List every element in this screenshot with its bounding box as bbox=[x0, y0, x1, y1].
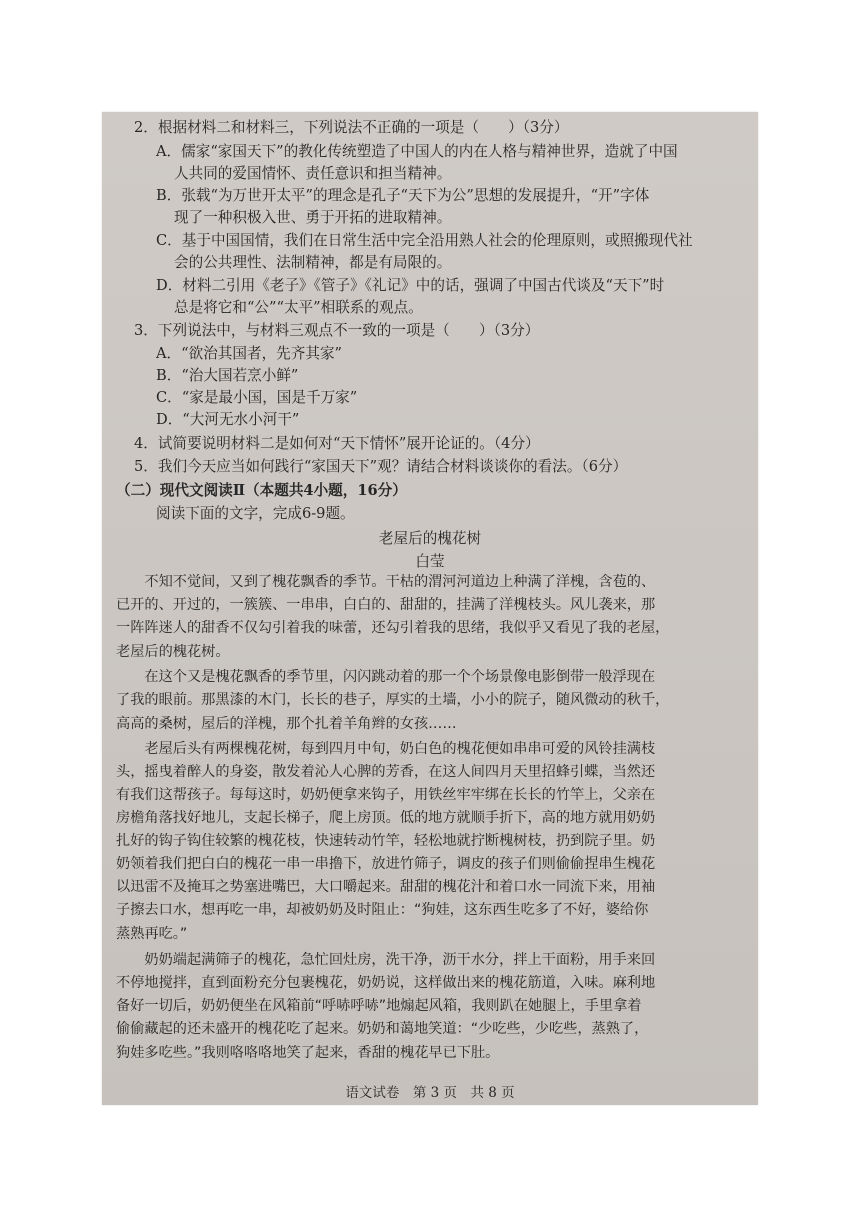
article-line: 老屋后的槐花树。 bbox=[116, 644, 230, 660]
article-line: 偷偷藏起的还未盛开的槐花吃了起来。奶奶和蔼地笑道：“少吃些，少吃些，蒸熟了， bbox=[116, 1021, 649, 1037]
article-line: 子擦去口水，想再吃一串，却被奶奶及时阻止：“狗娃，这东西生吃多了不好，婆给你 bbox=[116, 902, 649, 918]
q3-option-b: B．“治大国若烹小鲜” bbox=[156, 367, 299, 384]
question-2-stem: 2．根据材料二和材料三，下列说法不正确的一项是（ ）（3分） bbox=[134, 119, 569, 136]
q2-option-a-line2: 人共同的爱国情怀、责任意识和担当精神。 bbox=[174, 165, 452, 182]
article-line: 扎好的钩子钩住较繁的槐花枝，快速转动竹竿，轻松地就拧断槐树枝，扔到院子里。奶 bbox=[116, 833, 656, 849]
article-line: 头，摇曳着醉人的身姿，散发着沁人心脾的芳香，在这人间四月天里招蜂引蝶，当然还 bbox=[116, 764, 656, 780]
q2-option-b-line1: B．张载“为万世开太平”的理念是孔子“天下为公”思想的发展提升，“开”字体 bbox=[156, 187, 650, 204]
article-line: 老屋后头有两棵槐花树，每到四月中旬，奶白色的槐花便如串串可爱的风铃挂满枝 bbox=[116, 741, 656, 757]
exam-page bbox=[102, 112, 758, 1105]
article-line: 房檐角落找好地儿，支起长梯子，爬上房顶。低的地方就顺手折下，高的地方就用奶奶 bbox=[116, 810, 656, 826]
article-line: 不停地搅拌，直到面粉充分包裹槐花，奶奶说，这样做出来的槐花筋道，入味。麻利地 bbox=[116, 975, 656, 991]
article-line: 在这个又是槐花飘香的季节里，闪闪跳动着的那一个个场景像电影倒带一般浮现在 bbox=[116, 669, 656, 685]
section-heading: （二）现代文阅读Ⅱ（本题共4小题，16分） bbox=[116, 482, 407, 499]
article-line: 高高的桑树，屋后的洋槐，那个扎着羊角辫的女孩…… bbox=[116, 716, 457, 732]
article-line: 备好一切后，奶奶便坐在风箱前“呼哧呼哧”地煽起风箱，我则趴在她腿上，手里拿着 bbox=[116, 998, 642, 1014]
article-line: 以迅雷不及掩耳之势塞进嘴巴，大口嚼起来。甜甜的槐花汁和着口水一同流下来，用袖 bbox=[116, 879, 656, 895]
q3-option-a: A．“欲治其国者，先齐其家” bbox=[156, 345, 342, 362]
q2-option-c-line2: 会的公共理性、法制精神，都是有局限的。 bbox=[174, 254, 452, 271]
article-line: 狗娃多吃些。”我则咯咯咯地笑了起来，香甜的槐花早已下肚。 bbox=[116, 1045, 500, 1061]
article-line: 蒸熟再吃。” bbox=[116, 926, 188, 942]
article-author: 白莹 bbox=[415, 553, 445, 570]
question-3-stem: 3．下列说法中，与材料三观点不一致的一项是（ ）（3分） bbox=[134, 322, 540, 339]
article-line: 不知不觉间，又到了槐花飘香的季节。干枯的渭河河道边上种满了洋槐，含苞的、 bbox=[116, 574, 656, 590]
page-footer: 语文试卷 第 3 页 共 8 页 bbox=[345, 1085, 515, 1101]
article-title: 老屋后的槐花树 bbox=[378, 530, 482, 547]
q3-option-c: C．“家是最小国，国是千万家” bbox=[156, 389, 358, 406]
q2-option-a-line1: A．儒家“家国天下”的教化传统塑造了中国人的内在人格与精神世界，造就了中国 bbox=[156, 143, 678, 160]
section-instruction: 阅读下面的文字，完成6-9题。 bbox=[156, 505, 355, 522]
q3-option-d: D．“大河无水小河干” bbox=[156, 411, 300, 428]
article-line: 一阵阵迷人的甜香不仅勾引着我的味蕾，还勾引着我的思绪，我似乎又看见了我的老屋， bbox=[116, 620, 670, 636]
q2-option-c-line1: C．基于中国国情，我们在日常生活中完全沿用熟人社会的伦理原则，或照搬现代社 bbox=[156, 232, 693, 249]
article-line: 已开的、开过的，一簇簇、一串串，白白的、甜甜的，挂满了洋槐枝头。风儿袭来，那 bbox=[116, 597, 656, 613]
article-line: 奶奶端起满筛子的槐花，急忙回灶房，洗干净，沥干水分，拌上干面粉，用手来回 bbox=[116, 952, 656, 968]
question-5: 5．我们今天应当如何践行“家国天下”观？请结合材料谈谈你的看法。（6分） bbox=[134, 458, 628, 475]
question-4: 4．试简要说明材料二是如何对“天下情怀”展开论证的。（4分） bbox=[134, 435, 540, 452]
article-line: 有我们这帮孩子。每每这时，奶奶便拿来钩子，用铁丝牢牢绑在长长的竹竿上，父亲在 bbox=[116, 787, 656, 803]
q2-option-d-line2: 总是将它和“公”“太平”相联系的观点。 bbox=[174, 299, 423, 316]
article-line: 了我的眼前。那黑漆的木门，长长的巷子，厚实的土墙，小小的院子，随风微动的秋千， bbox=[116, 692, 670, 708]
article-line: 奶领着我们把白白的槐花一串一串撸下，放进竹筛子，调皮的孩子们则偷偷捏串生槐花 bbox=[116, 856, 656, 872]
q2-option-d-line1: D．材料二引用《老子》《管子》《礼记》中的话，强调了中国古代谈及“天下”时 bbox=[156, 277, 665, 294]
q2-option-b-line2: 现了一种积极入世、勇于开拓的进取精神。 bbox=[174, 209, 452, 226]
